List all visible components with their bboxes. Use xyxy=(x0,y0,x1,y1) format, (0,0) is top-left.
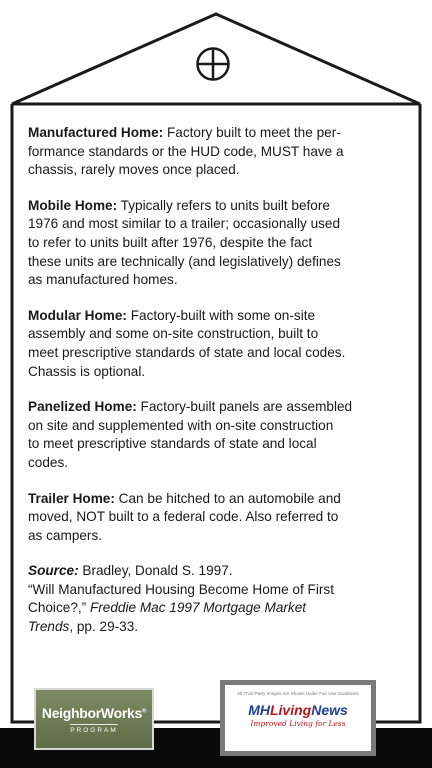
definition-text: as campers. xyxy=(28,527,103,543)
registered-mark: ® xyxy=(141,707,147,714)
definition-text: meet prescriptive standards of state and local codes. xyxy=(28,344,346,360)
definition-text: Can be hitched to an automobile and xyxy=(114,490,341,506)
definition-text: moved, NOT built to a federal code. Also referred to xyxy=(28,509,339,525)
mhlivingnews-tagline: Improved Living for Less xyxy=(250,719,346,728)
definition-text: Factory-built panels are assembled xyxy=(136,399,353,415)
definition-text: Chassis is optional. xyxy=(28,363,146,379)
definition-text: Factory-built with some on-site xyxy=(126,307,316,323)
source-author: Bradley, Donald S. 1997. xyxy=(78,563,233,579)
definition-term: Panelized Home: xyxy=(28,399,137,415)
definition-text: formance standards or the HUD code, MUST have a xyxy=(28,143,344,159)
definition-panelized-home xyxy=(28,398,404,472)
definition-text: as manufactured homes. xyxy=(28,272,178,288)
definition-term: Mobile Home: xyxy=(28,197,118,213)
source-title: Choice?,” xyxy=(28,600,90,616)
source-publication: Trends xyxy=(28,619,70,635)
source-label: Source: xyxy=(28,563,79,579)
neighborworks-name: NeighborWorks xyxy=(41,704,142,721)
definition-term: Modular Home: xyxy=(28,307,127,323)
definition-manufactured-home xyxy=(28,124,404,180)
source-title: “Will Manufactured Housing Become Home of First xyxy=(28,581,334,597)
definition-text: Typically refers to units built before xyxy=(117,197,330,213)
definition-term: Trailer Home: xyxy=(28,490,115,506)
neighborworks-logo xyxy=(34,688,154,750)
definition-mobile-home xyxy=(28,197,404,290)
definition-modular-home xyxy=(28,307,404,381)
mhlivingnews-wordmark: MHLivingNews xyxy=(248,702,348,718)
definition-text: Factory built to meet the per- xyxy=(163,125,341,140)
definitions-list xyxy=(28,124,404,654)
fair-use-notice: All Third Party Images Are Shown Under Fair Use Guidelines xyxy=(237,691,359,696)
definition-text: on site and supplemented with on-site construction xyxy=(28,417,334,433)
source-pages: , pp. 29-33. xyxy=(69,619,139,635)
source-citation xyxy=(28,562,404,636)
mhlivingnews-logo xyxy=(220,680,376,756)
attic-window-icon xyxy=(198,49,229,80)
definition-text: assembly and some on-site construction, built to xyxy=(28,326,319,342)
definition-trailer-home xyxy=(28,490,404,546)
definition-text: to meet prescriptive standards of state and local xyxy=(28,436,317,452)
definition-text: 1976 and most similar to a trailer; occasionally used xyxy=(28,216,341,232)
definition-text: codes. xyxy=(28,454,69,470)
definition-term: Manufactured Home: xyxy=(28,125,164,140)
neighborworks-program: PROGRAM xyxy=(70,724,118,734)
definition-text: chassis, rarely moves once placed. xyxy=(28,162,240,178)
source-publication: Freddie Mac 1997 Mortgage Market xyxy=(89,600,307,616)
definition-text: to refer to units built after 1976, despite the fact xyxy=(28,234,313,250)
definition-text: these units are technically (and legislatively) defines xyxy=(28,253,341,269)
